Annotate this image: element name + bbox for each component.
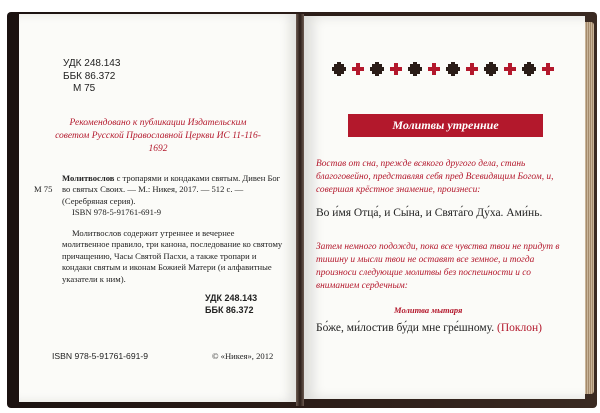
udk-block-bottom	[205, 293, 257, 316]
copyright-line: © «Никея», 2012	[212, 351, 274, 361]
page-edges	[584, 22, 594, 394]
prayer-2-note: (Поклон)	[496, 322, 542, 334]
prayer-subheading: Молитва мытаря	[394, 305, 463, 315]
udk-line-bottom: УДК 248.143	[205, 293, 258, 303]
bibliographic-entry	[34, 173, 284, 219]
instruction-text-1: Востав от сна, прежде всякого другого дела, стань благоговейно, представляя себя пред Всевидящим Богом, и, совершая крёстное знамение, произнеси:	[316, 159, 554, 195]
decorative-ornament-icon	[330, 60, 559, 78]
book-title: Молитвослов	[62, 173, 115, 183]
instruction-text-2: Затем немного подожди, пока все чувства твои не придут в тишину и мысли твои не оставят все земное, и тогда произноси следующие молитвы без поспешности и со вниманием сердечным:	[316, 242, 560, 291]
book-spine-gutter	[296, 14, 304, 406]
udk-line: УДК 248.143	[63, 58, 121, 69]
prayer-text-2	[316, 321, 574, 335]
prayer-2-main: Бо́же, ми́лостив бу́ди мне гре́шному.	[316, 322, 495, 334]
prayer-text-1: Во и́мя Отца́, и Сы́на, и Свята́го Ду́ха. Ами́нь.	[316, 207, 543, 219]
recommendation-text: Рекомендовано к публикации Издательским советом Русской Православной Церкви ИС 11-116-1692	[55, 118, 261, 154]
isbn-bottom: ISBN 978-5-91761-691-9	[52, 351, 149, 361]
bibliographic-rest: с тропарями и кондаками святым. Дивен Бог во святых Своих. — М.: Никея, 2017. — 512 с. — (Серебряная серия).	[62, 173, 281, 206]
udk-block-top	[63, 58, 120, 96]
book-description: Молитвослов содержит утреннее и вечернее молитвенное правило, три канона, последование ко святому причащению, Часы Святой Пасхи, а также тропари и кондаки святым и иконам Божией Матери (и алфавитные указатели к ним).	[62, 228, 283, 284]
bibliographic-isbn: ISBN 978-5-91761-691-9	[72, 207, 162, 218]
bbk-line-bottom: ББК 86.372	[205, 304, 254, 315]
section-heading: Молитвы утренние	[348, 114, 543, 137]
code-line: М 75	[73, 83, 96, 94]
bibliographic-code: М 75	[34, 184, 53, 194]
bbk-line: ББК 86.372	[63, 70, 116, 82]
